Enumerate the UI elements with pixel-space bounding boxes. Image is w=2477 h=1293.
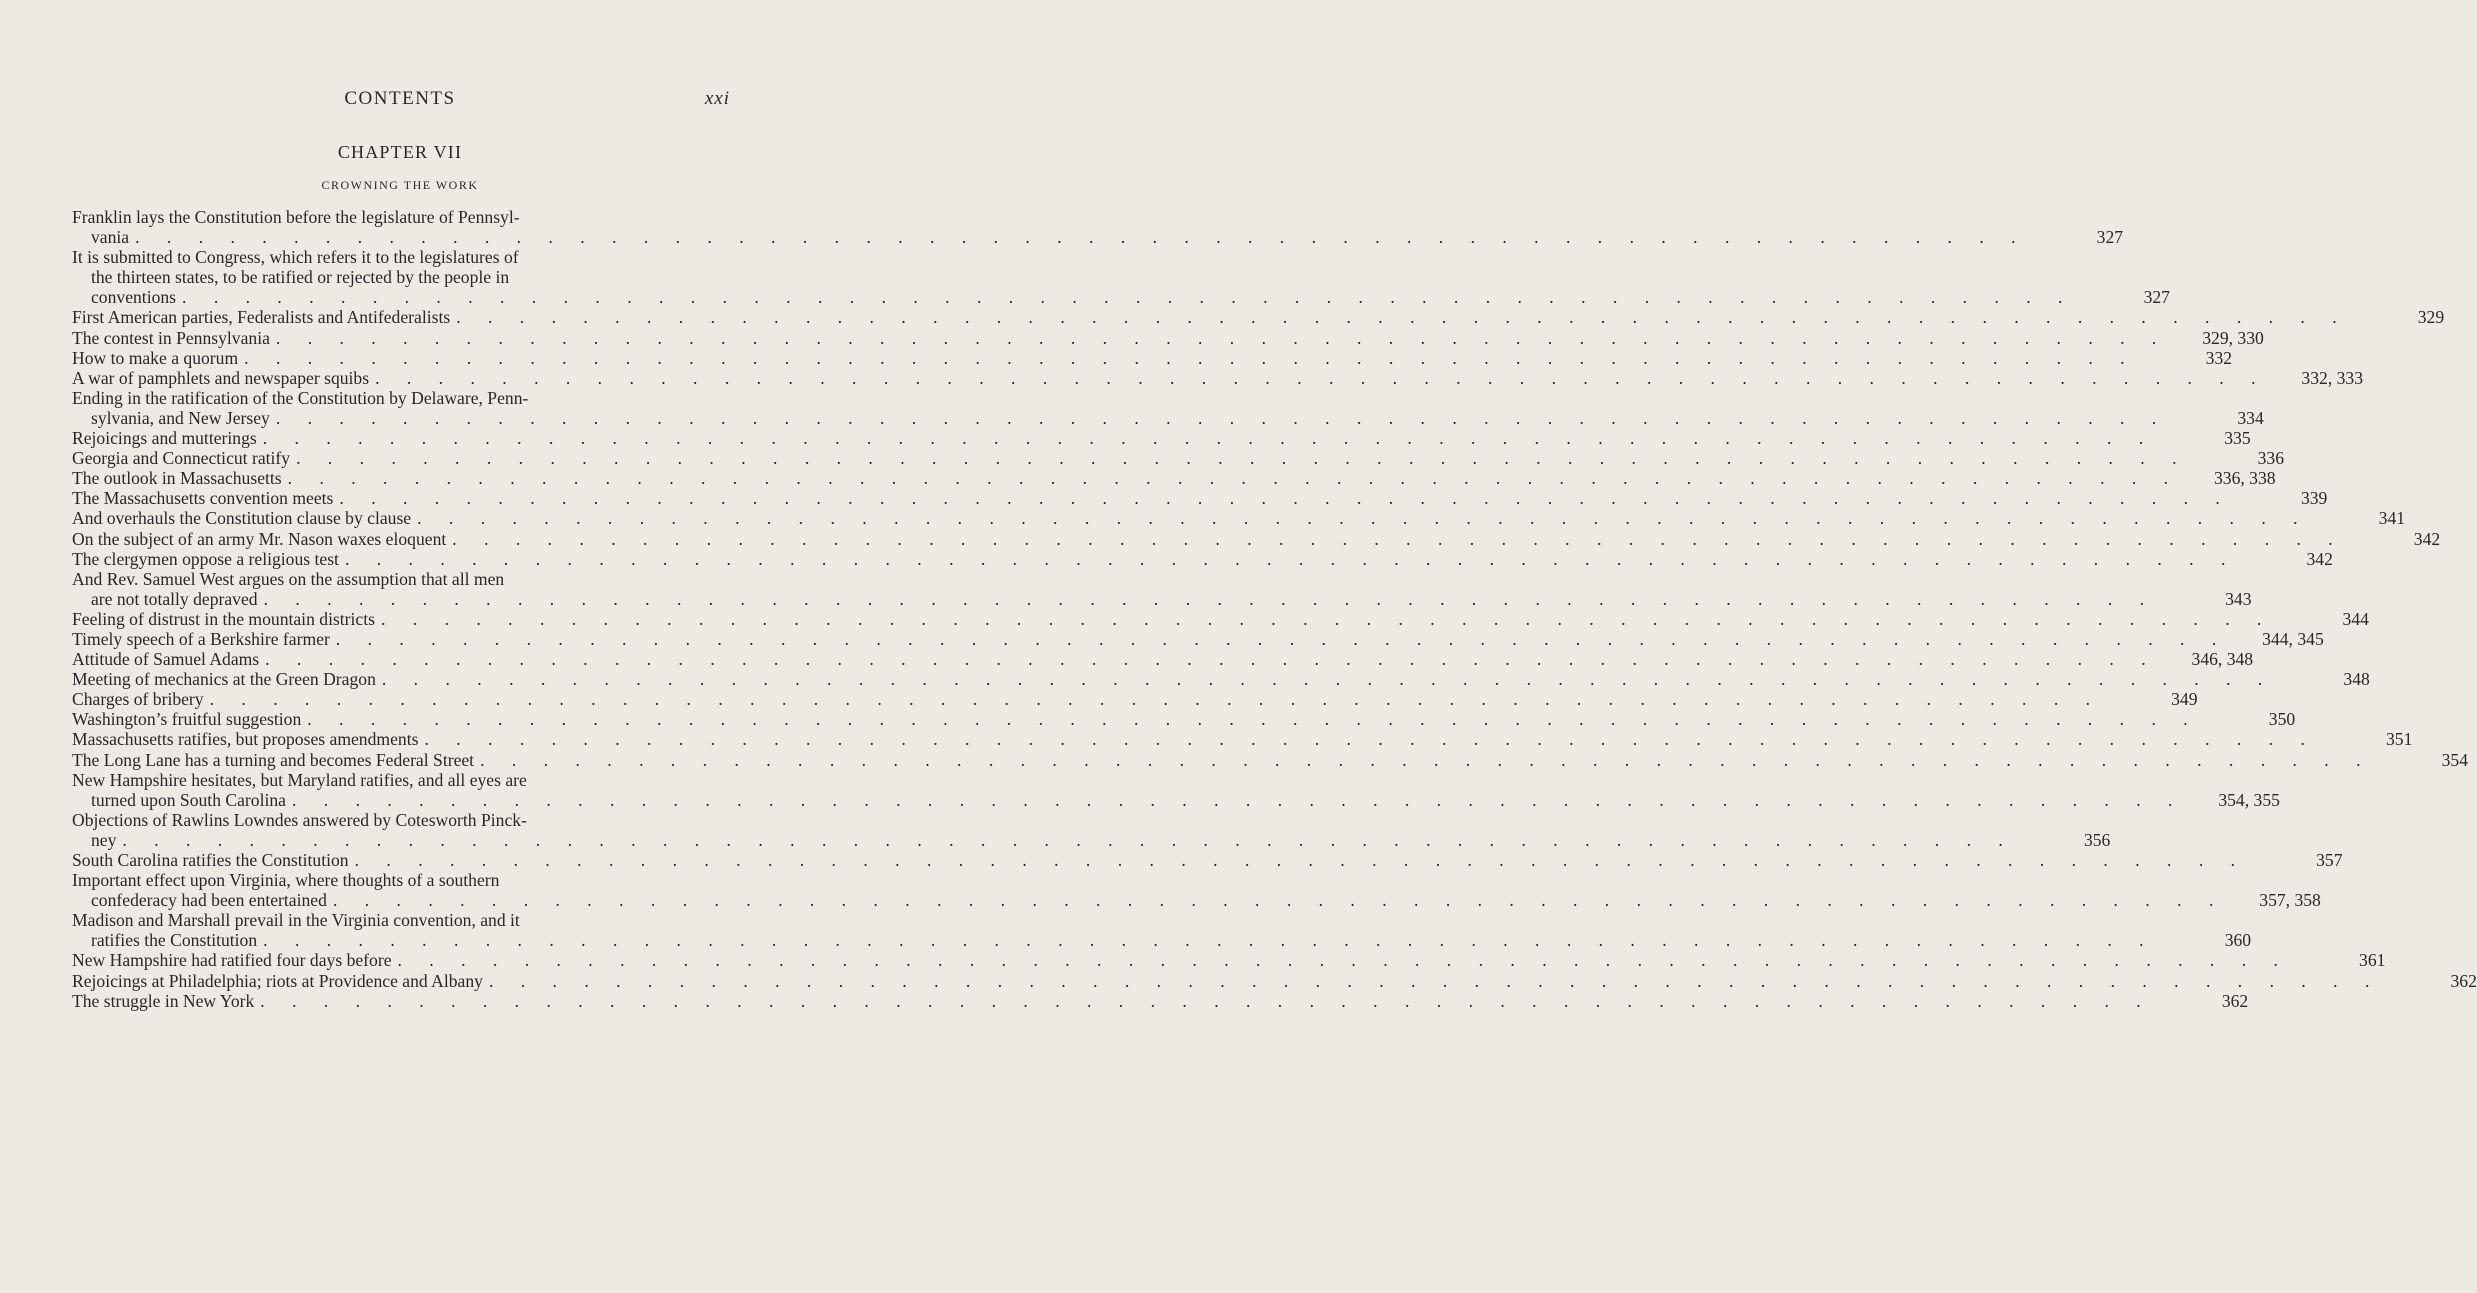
toc-entry xyxy=(72,850,2343,870)
toc-entry-text: It is submitted to Congress, which refers it to the legislatures of xyxy=(72,247,519,268)
toc-page-ref: 329, 330 xyxy=(2202,327,2264,348)
toc-entry xyxy=(72,387,2264,428)
dot-leader: . . . . . . . . . . . . . . . . . . . . . . . . . . . . . . . . . . . . . . . . . . . . . . . . . . . . . . . . . . . . xyxy=(275,407,2168,428)
toc-entry-last-line xyxy=(72,588,2252,609)
toc-entry xyxy=(72,548,2333,569)
toc-entry xyxy=(72,307,2445,328)
toc-entry-text: ney xyxy=(91,830,122,850)
dot-leader: . . . . . . . . . . . . . . . . . . . . . . . . . . . . . . . . . . . . . . . . . . . . . . . . . . . . . . . . . . . . xyxy=(244,347,2137,368)
toc-entry-last-line xyxy=(72,689,2198,710)
toc-entry-line xyxy=(72,810,736,830)
toc-entry xyxy=(72,608,2369,629)
toc-page-ref: 361 xyxy=(2359,950,2386,971)
dot-leader: . . . . . . . . . . . . . . . . . . . . . . . . . . . . . . . . . . . . . . . . . . . . . . . . . . . . . . . . . . . . xyxy=(335,628,2228,649)
toc-entry-last-line xyxy=(72,407,2264,428)
toc-page-ref: 344, 345 xyxy=(2262,628,2324,649)
toc-page-ref: 356 xyxy=(2083,829,2111,850)
toc-entry-last-line xyxy=(72,488,2328,509)
table-of-contents xyxy=(72,207,2477,1011)
dot-leader: . . . . . . . . . . . . . . . . . . . . . . . . . . . . . . . . . . . . . . . . . . . . . . . . . . . . . . . . . . . . xyxy=(291,789,2184,810)
dot-leader: . . . . . . . . . . . . . . . . . . . . . . . . . . . . . . . . . . . . . . . . . . . . . . . . . . . . . . . . . . . . xyxy=(265,649,2158,670)
toc-page-ref: 350 xyxy=(2268,709,2296,730)
toc-entry xyxy=(72,468,2276,489)
toc-entry-last-line xyxy=(72,608,2369,629)
dot-leader: . . . . . . . . . . . . . . . . . . . . . . . . . . . . . . . . . . . . . . . . . . . . . . . . . . . . . . . . . . . . xyxy=(380,608,2273,629)
toc-entry-line xyxy=(72,207,736,227)
toc-entry-text: The struggle in New York xyxy=(72,991,260,1011)
toc-entry-last-line xyxy=(72,749,2468,770)
toc-page-ref: 360 xyxy=(2224,930,2252,951)
dot-leader: . . . . . . . . . . . . . . . . . . . . . . . . . . . . . . . . . . . . . . . . . . . . . . . . . . . . . . . . . . . . xyxy=(263,588,2156,609)
toc-entry-text: Feeling of distrust in the mountain districts xyxy=(72,609,381,629)
toc-page-ref: 342 xyxy=(2413,528,2441,549)
toc-entry xyxy=(72,327,2264,348)
toc-entry-line xyxy=(72,388,736,408)
toc-entry-text: And Rev. Samuel West argues on the assumption that all men xyxy=(72,568,505,589)
toc-entry-text: The outlook in Massachusetts xyxy=(72,468,288,488)
toc-entry-text: vania xyxy=(91,227,135,247)
chapter-subtitle: CROWNING THE WORK xyxy=(321,178,479,192)
dot-leader: . . . . . . . . . . . . . . . . . . . . . . . . . . . . . . . . . . . . . . . . . . . . . . . . . . . . . . . . . . . . xyxy=(209,689,2102,710)
dot-leader: . . . . . . . . . . . . . . . . . . . . . . . . . . . . . . . . . . . . . . . . . . . . . . . . . . . . . . . . . . . . xyxy=(488,970,2381,991)
toc-entry-text: confederacy had been entertained xyxy=(91,890,333,910)
toc-entry xyxy=(72,769,2280,810)
dot-leader: . . . . . . . . . . . . . . . . . . . . . . . . . . . . . . . . . . . . . . . . . . . . . . . . . . . . . . . . . . . . xyxy=(307,709,2200,730)
toc-page-ref: 339 xyxy=(2300,488,2328,509)
toc-entry xyxy=(72,247,2170,308)
toc-page-ref: 334 xyxy=(2237,407,2264,428)
dot-leader: . . . . . . . . . . . . . . . . . . . . . . . . . . . . . . . . . . . . . . . . . . . . . . . . . . . . . . . . . . . . xyxy=(424,729,2317,750)
toc-entry xyxy=(72,809,2111,850)
toc-entry xyxy=(72,669,2370,690)
toc-entry-text: Charges of bribery xyxy=(72,689,210,709)
chapter-title: CHAPTER VII xyxy=(337,142,463,162)
toc-page-ref: 354 xyxy=(2441,749,2468,770)
dot-leader: . . . . . . . . . . . . . . . . . . . . . . . . . . . . . . . . . . . . . . . . . . . . . . . . . . . . . . . . . . . . xyxy=(122,829,2015,850)
toc-entry-text: Meeting of mechanics at the Green Dragon xyxy=(72,669,382,689)
toc-entry-text: The Long Lane has a turning and becomes Federal Street xyxy=(72,750,480,770)
toc-entry-last-line xyxy=(72,307,2445,328)
toc-entry-last-line xyxy=(72,367,2363,388)
toc-entry-last-line xyxy=(72,548,2333,569)
page-number: xxi xyxy=(704,88,730,109)
toc-entry-line xyxy=(72,569,736,589)
toc-entry-line xyxy=(72,770,736,790)
toc-page-ref: 362 xyxy=(2450,970,2477,991)
toc-entry-last-line xyxy=(72,930,2252,951)
toc-entry-text: Objections of Rawlins Lowndes answered by Cotesworth Pinck- xyxy=(72,809,527,830)
dot-leader: . . . . . . . . . . . . . . . . . . . . . . . . . . . . . . . . . . . . . . . . . . . . . . . . . . . . . . . . . . . . xyxy=(456,307,2349,328)
toc-entry xyxy=(72,508,2406,529)
toc-page-ref: 336, 338 xyxy=(2213,468,2276,489)
toc-entry-text: Massachusetts ratifies, but proposes amendments xyxy=(72,729,424,749)
toc-entry-text: Rejoicings at Philadelphia; riots at Providence and Albany xyxy=(72,971,489,991)
toc-entry-last-line xyxy=(72,990,2249,1011)
toc-entry-text: New Hampshire hesitates, but Maryland ratifies, and all eyes are xyxy=(72,769,527,790)
toc-entry-last-line xyxy=(72,890,2321,911)
dot-leader: . . . . . . . . . . . . . . . . . . . . . . . . . . . . . . . . . . . . . . . . . . . . . . . . . . . . . . . . . . . . xyxy=(354,850,2247,870)
toc-entry xyxy=(72,729,2413,750)
toc-entry-last-line xyxy=(72,327,2264,348)
dot-leader: . . . . . . . . . . . . . . . . . . . . . . . . . . . . . . . . . . . . . . . . . . . . . . . . . . . . . . . . . . . . xyxy=(375,367,2267,388)
toc-entry-last-line xyxy=(72,709,2296,730)
dot-leader: . . . . . . . . . . . . . . . . . . . . . . . . . . . . . . . . . . . . . . . . . . . . . . . . . . . . . . . . . . . . xyxy=(182,287,2074,308)
toc-entry-text: Ending in the ratification of the Constitution by Delaware, Penn- xyxy=(72,387,529,408)
dot-leader: . . . . . . . . . . . . . . . . . . . . . . . . . . . . . . . . . . . . . . . . . . . . . . . . . . . . . . . . . . . . xyxy=(381,669,2274,690)
toc-page-ref: 332, 333 xyxy=(2301,367,2363,388)
toc-entry xyxy=(72,950,2386,971)
toc-entry xyxy=(72,709,2296,730)
toc-entry-text: Madison and Marshall prevail in the Virginia convention, and it xyxy=(72,910,520,931)
toc-entry xyxy=(72,970,2477,991)
toc-entry xyxy=(72,367,2363,388)
running-head xyxy=(0,88,800,112)
toc-page-ref: 348 xyxy=(2343,669,2370,690)
toc-page-ref: 329 xyxy=(2417,307,2445,328)
toc-entry-text: the thirteen states, to be ratified or rejected by the people in xyxy=(91,267,510,288)
toc-entry-text: A war of pamphlets and newspaper squibs xyxy=(72,368,375,388)
toc-entry-line xyxy=(72,247,736,267)
toc-page-ref: 327 xyxy=(2143,287,2170,308)
toc-entry xyxy=(72,207,2124,248)
toc-entry xyxy=(72,568,2252,609)
toc-entry xyxy=(72,749,2468,770)
toc-entry xyxy=(72,628,2324,649)
dot-leader: . . . . . . . . . . . . . . . . . . . . . . . . . . . . . . . . . . . . . . . . . . . . . . . . . . . . . . . . . . . . xyxy=(135,227,2028,248)
toc-entry xyxy=(72,428,2251,449)
toc-entry xyxy=(72,347,2233,368)
toc-entry-line xyxy=(72,870,736,890)
running-title: CONTENTS xyxy=(344,88,456,109)
toc-entry-text: are not totally depraved xyxy=(91,589,264,609)
dot-leader: . . . . . . . . . . . . . . . . . . . . . . . . . . . . . . . . . . . . . . . . . . . . . . . . . . . . . . . . . . . . xyxy=(452,528,2345,549)
toc-page-ref: 341 xyxy=(2378,508,2406,529)
toc-entry-text: sylvania, and New Jersey xyxy=(91,408,276,428)
toc-page-ref: 346, 348 xyxy=(2191,649,2254,670)
dot-leader: . . . . . . . . . . . . . . . . . . . . . . . . . . . . . . . . . . . . . . . . . . . . . . . . . . . . . . . . . . . . xyxy=(480,749,2372,770)
dot-leader: . . . . . . . . . . . . . . . . . . . . . . . . . . . . . . . . . . . . . . . . . . . . . . . . . . . . . . . . . . . . xyxy=(263,930,2156,951)
toc-entry-last-line xyxy=(72,347,2233,368)
toc-entry-last-line xyxy=(72,850,2343,870)
dot-leader: . . . . . . . . . . . . . . . . . . . . . . . . . . . . . . . . . . . . . . . . . . . . . . . . . . . . . . . . . . . . xyxy=(275,327,2168,348)
toc-entry-text: Georgia and Connecticut ratify xyxy=(72,448,296,468)
dot-leader: . . . . . . . . . . . . . . . . . . . . . . . . . . . . . . . . . . . . . . . . . . . . . . . . . . . . . . . . . . . . xyxy=(260,990,2153,1011)
dot-leader: . . . . . . . . . . . . . . . . . . . . . . . . . . . . . . . . . . . . . . . . . . . . . . . . . . . . . . . . . . . . xyxy=(332,890,2225,911)
dot-leader: . . . . . . . . . . . . . . . . . . . . . . . . . . . . . . . . . . . . . . . . . . . . . . . . . . . . . . . . . . . . xyxy=(344,548,2237,569)
toc-entry-last-line xyxy=(72,970,2477,991)
toc-page-ref: 344 xyxy=(2342,608,2369,629)
toc-entry-text: turned upon South Carolina xyxy=(91,790,292,810)
toc-entry-text: Attitude of Samuel Adams xyxy=(72,649,265,669)
toc-entry-text: The Massachusetts convention meets xyxy=(72,488,339,508)
toc-entry-last-line xyxy=(72,950,2386,971)
toc-entry-text: And overhauls the Constitution clause by clause xyxy=(72,508,417,528)
toc-entry-last-line xyxy=(72,789,2280,810)
dot-leader: . . . . . . . . . . . . . . . . . . . . . . . . . . . . . . . . . . . . . . . . . . . . . . . . . . . . . . . . . . . . xyxy=(397,950,2290,971)
toc-page-ref: 362 xyxy=(2221,990,2249,1011)
dot-leader: . . . . . . . . . . . . . . . . . . . . . . . . . . . . . . . . . . . . . . . . . . . . . . . . . . . . . . . . . . . . xyxy=(287,468,2180,489)
dot-leader: . . . . . . . . . . . . . . . . . . . . . . . . . . . . . . . . . . . . . . . . . . . . . . . . . . . . . . . . . . . . xyxy=(296,448,2188,469)
toc-entry-text: The clergymen oppose a religious test xyxy=(72,549,345,569)
toc-entry xyxy=(72,649,2254,670)
toc-entry xyxy=(72,448,2284,469)
toc-entry xyxy=(72,528,2441,549)
toc-entry-last-line xyxy=(72,669,2370,690)
dot-leader: . . . . . . . . . . . . . . . . . . . . . . . . . . . . . . . . . . . . . . . . . . . . . . . . . . . . . . . . . . . . xyxy=(417,508,2310,529)
toc-entry-text: First American parties, Federalists and Antifederalists xyxy=(72,307,456,327)
toc-entry-last-line xyxy=(72,649,2254,670)
toc-entry-last-line xyxy=(72,227,2124,248)
toc-entry-last-line xyxy=(72,468,2276,489)
toc-entry-text: How to make a quorum xyxy=(72,348,244,368)
toc-page-ref: 327 xyxy=(2096,227,2124,248)
toc-page-ref: 332 xyxy=(2205,347,2233,368)
toc-entry xyxy=(72,990,2249,1011)
toc-entry-text: conventions xyxy=(91,287,182,307)
toc-entry-text: New Hampshire had ratified four days before xyxy=(72,950,398,970)
toc-entry xyxy=(72,870,2321,911)
toc-page-ref: 336 xyxy=(2257,448,2284,469)
toc-entry-last-line xyxy=(72,508,2406,529)
toc-page-ref: 357 xyxy=(2316,850,2343,870)
toc-entry-last-line xyxy=(72,829,2111,850)
toc-entry xyxy=(72,689,2198,710)
toc-entry-text: Important effect upon Virginia, where thoughts of a southern xyxy=(72,870,500,891)
toc-entry-last-line xyxy=(72,428,2251,449)
toc-entry-last-line xyxy=(72,287,2170,308)
toc-entry-text: Timely speech of a Berkshire farmer xyxy=(72,629,336,649)
toc-entry-last-line xyxy=(72,448,2284,469)
toc-page-ref: 351 xyxy=(2385,729,2413,750)
toc-entry-line xyxy=(72,267,736,287)
toc-page-ref: 343 xyxy=(2225,588,2252,609)
toc-page-ref: 335 xyxy=(2224,428,2251,449)
dot-leader: . . . . . . . . . . . . . . . . . . . . . . . . . . . . . . . . . . . . . . . . . . . . . . . . . . . . . . . . . . . . xyxy=(339,488,2232,509)
toc-entry-text: ratifies the Constitution xyxy=(91,930,263,950)
toc-page-ref: 354, 355 xyxy=(2218,789,2280,810)
toc-entry-text: Rejoicings and mutterings xyxy=(72,428,263,448)
toc-entry xyxy=(72,910,2252,951)
toc-entry-line xyxy=(72,910,736,930)
toc-entry-text: Franklin lays the Constitution before the legislature of Pennsyl- xyxy=(72,207,520,227)
toc-entry-last-line xyxy=(72,628,2324,649)
toc-entry xyxy=(72,488,2328,509)
dot-leader: . . . . . . . . . . . . . . . . . . . . . . . . . . . . . . . . . . . . . . . . . . . . . . . . . . . . . . . . . . . . xyxy=(262,428,2155,449)
toc-entry-text: Washington’s fruitful suggestion xyxy=(72,709,307,729)
toc-entry-text: On the subject of an army Mr. Nason waxes eloquent xyxy=(72,529,452,549)
toc-entry-text: The contest in Pennsylvania xyxy=(72,328,276,348)
toc-entry-last-line xyxy=(72,729,2413,750)
toc-page-ref: 349 xyxy=(2171,689,2198,710)
toc-page-ref: 342 xyxy=(2306,548,2333,569)
toc-entry-last-line xyxy=(72,528,2441,549)
toc-page-ref: 357, 358 xyxy=(2259,890,2321,911)
toc-entry-text: South Carolina ratifies the Constitution xyxy=(72,850,355,870)
